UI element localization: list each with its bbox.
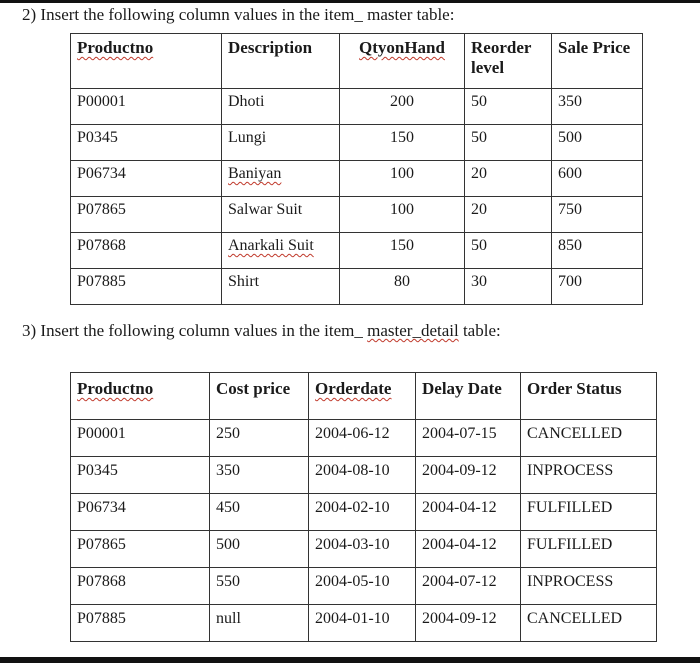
cell-qtyonhand: 100	[340, 161, 465, 197]
table-row	[71, 494, 657, 531]
cell-sale-price: 850	[552, 233, 643, 269]
table-row	[71, 233, 643, 269]
cell-productno: P06734	[71, 494, 210, 531]
cell-sale-price: 600	[552, 161, 643, 197]
table-row	[71, 457, 657, 494]
table-row	[71, 125, 643, 161]
cell-productno: P00001	[71, 89, 222, 125]
cell-reorder-level: 30	[465, 269, 552, 305]
cell-order-status: INPROCESS	[521, 568, 657, 605]
cell-sale-price: 350	[552, 89, 643, 125]
cell-productno: P07868	[71, 568, 210, 605]
column-header-productno: Productno	[71, 373, 210, 420]
cell-order-status: CANCELLED	[521, 605, 657, 642]
cell-orderdate: 2004-01-10	[309, 605, 416, 642]
section-3-heading	[22, 321, 501, 341]
table-row	[71, 420, 657, 457]
section-2-heading-text: 2) Insert the following column values in the item_ master table:	[22, 5, 455, 24]
table-row	[71, 568, 657, 605]
cell-cost-price: 350	[210, 457, 309, 494]
cell-sale-price: 750	[552, 197, 643, 233]
cell-order-status: INPROCESS	[521, 457, 657, 494]
cell-productno: P07865	[71, 531, 210, 568]
section-3-heading-underlined: master_detail	[367, 321, 459, 340]
cell-orderdate: 2004-02-10	[309, 494, 416, 531]
cell-productno: P07868	[71, 233, 222, 269]
section-3-heading-suffix: table:	[458, 321, 501, 340]
column-header-sale-price: Sale Price	[552, 34, 643, 89]
column-header-reorder-level: Reorder level	[465, 34, 552, 89]
cell-reorder-level: 20	[465, 197, 552, 233]
cell-delay-date: 2004-04-12	[416, 531, 521, 568]
table-row	[71, 605, 657, 642]
cell-orderdate: 2004-03-10	[309, 531, 416, 568]
cell-productno: P06734	[71, 161, 222, 197]
cell-cost-price: 250	[210, 420, 309, 457]
cell-qtyonhand: 80	[340, 269, 465, 305]
cell-orderdate: 2004-06-12	[309, 420, 416, 457]
table-header-row	[71, 34, 643, 89]
cell-orderdate: 2004-05-10	[309, 568, 416, 605]
column-header-qtyonhand: QtyonHand	[340, 34, 465, 89]
cell-cost-price: 550	[210, 568, 309, 605]
table-row	[71, 161, 643, 197]
column-header-productno: Productno	[71, 34, 222, 89]
cell-productno: P0345	[71, 125, 222, 161]
table-row	[71, 269, 643, 305]
cell-cost-price: 450	[210, 494, 309, 531]
cell-cost-price: 500	[210, 531, 309, 568]
cell-qtyonhand: 100	[340, 197, 465, 233]
cell-order-status: FULFILLED	[521, 531, 657, 568]
table-header-row	[71, 373, 657, 420]
cell-reorder-level: 50	[465, 89, 552, 125]
cell-sale-price: 700	[552, 269, 643, 305]
cell-description: Salwar Suit	[222, 197, 340, 233]
column-header-description: Description	[222, 34, 340, 89]
column-header-orderdate: Orderdate	[309, 373, 416, 420]
cell-delay-date: 2004-09-12	[416, 457, 521, 494]
column-header-cost-price: Cost price	[210, 373, 309, 420]
cell-productno: P07885	[71, 605, 210, 642]
item-master-detail-table	[70, 372, 657, 642]
cell-qtyonhand: 200	[340, 89, 465, 125]
cell-description: Lungi	[222, 125, 340, 161]
cell-reorder-level: 50	[465, 125, 552, 161]
section-2-heading	[22, 5, 454, 25]
cell-order-status: CANCELLED	[521, 420, 657, 457]
cell-productno: P00001	[71, 420, 210, 457]
cell-productno: P0345	[71, 457, 210, 494]
top-border	[0, 0, 700, 3]
cell-reorder-level: 50	[465, 233, 552, 269]
cell-delay-date: 2004-07-12	[416, 568, 521, 605]
cell-description: Anarkali Suit	[222, 233, 340, 269]
cell-delay-date: 2004-04-12	[416, 494, 521, 531]
cell-sale-price: 500	[552, 125, 643, 161]
cell-productno: P07885	[71, 269, 222, 305]
cell-delay-date: 2004-09-12	[416, 605, 521, 642]
bottom-border	[0, 657, 700, 663]
table-row	[71, 89, 643, 125]
cell-description: Dhoti	[222, 89, 340, 125]
table-row	[71, 531, 657, 568]
column-header-order-status: Order Status	[521, 373, 657, 420]
cell-orderdate: 2004-08-10	[309, 457, 416, 494]
cell-description: Shirt	[222, 269, 340, 305]
cell-cost-price: null	[210, 605, 309, 642]
cell-description: Baniyan	[222, 161, 340, 197]
table-row	[71, 197, 643, 233]
cell-order-status: FULFILLED	[521, 494, 657, 531]
section-3-heading-prefix: 3) Insert the following column values in the item_	[22, 321, 368, 340]
cell-qtyonhand: 150	[340, 125, 465, 161]
cell-delay-date: 2004-07-15	[416, 420, 521, 457]
cell-qtyonhand: 150	[340, 233, 465, 269]
column-header-delay-date: Delay Date	[416, 373, 521, 420]
cell-reorder-level: 20	[465, 161, 552, 197]
item-master-table	[70, 33, 643, 305]
cell-productno: P07865	[71, 197, 222, 233]
